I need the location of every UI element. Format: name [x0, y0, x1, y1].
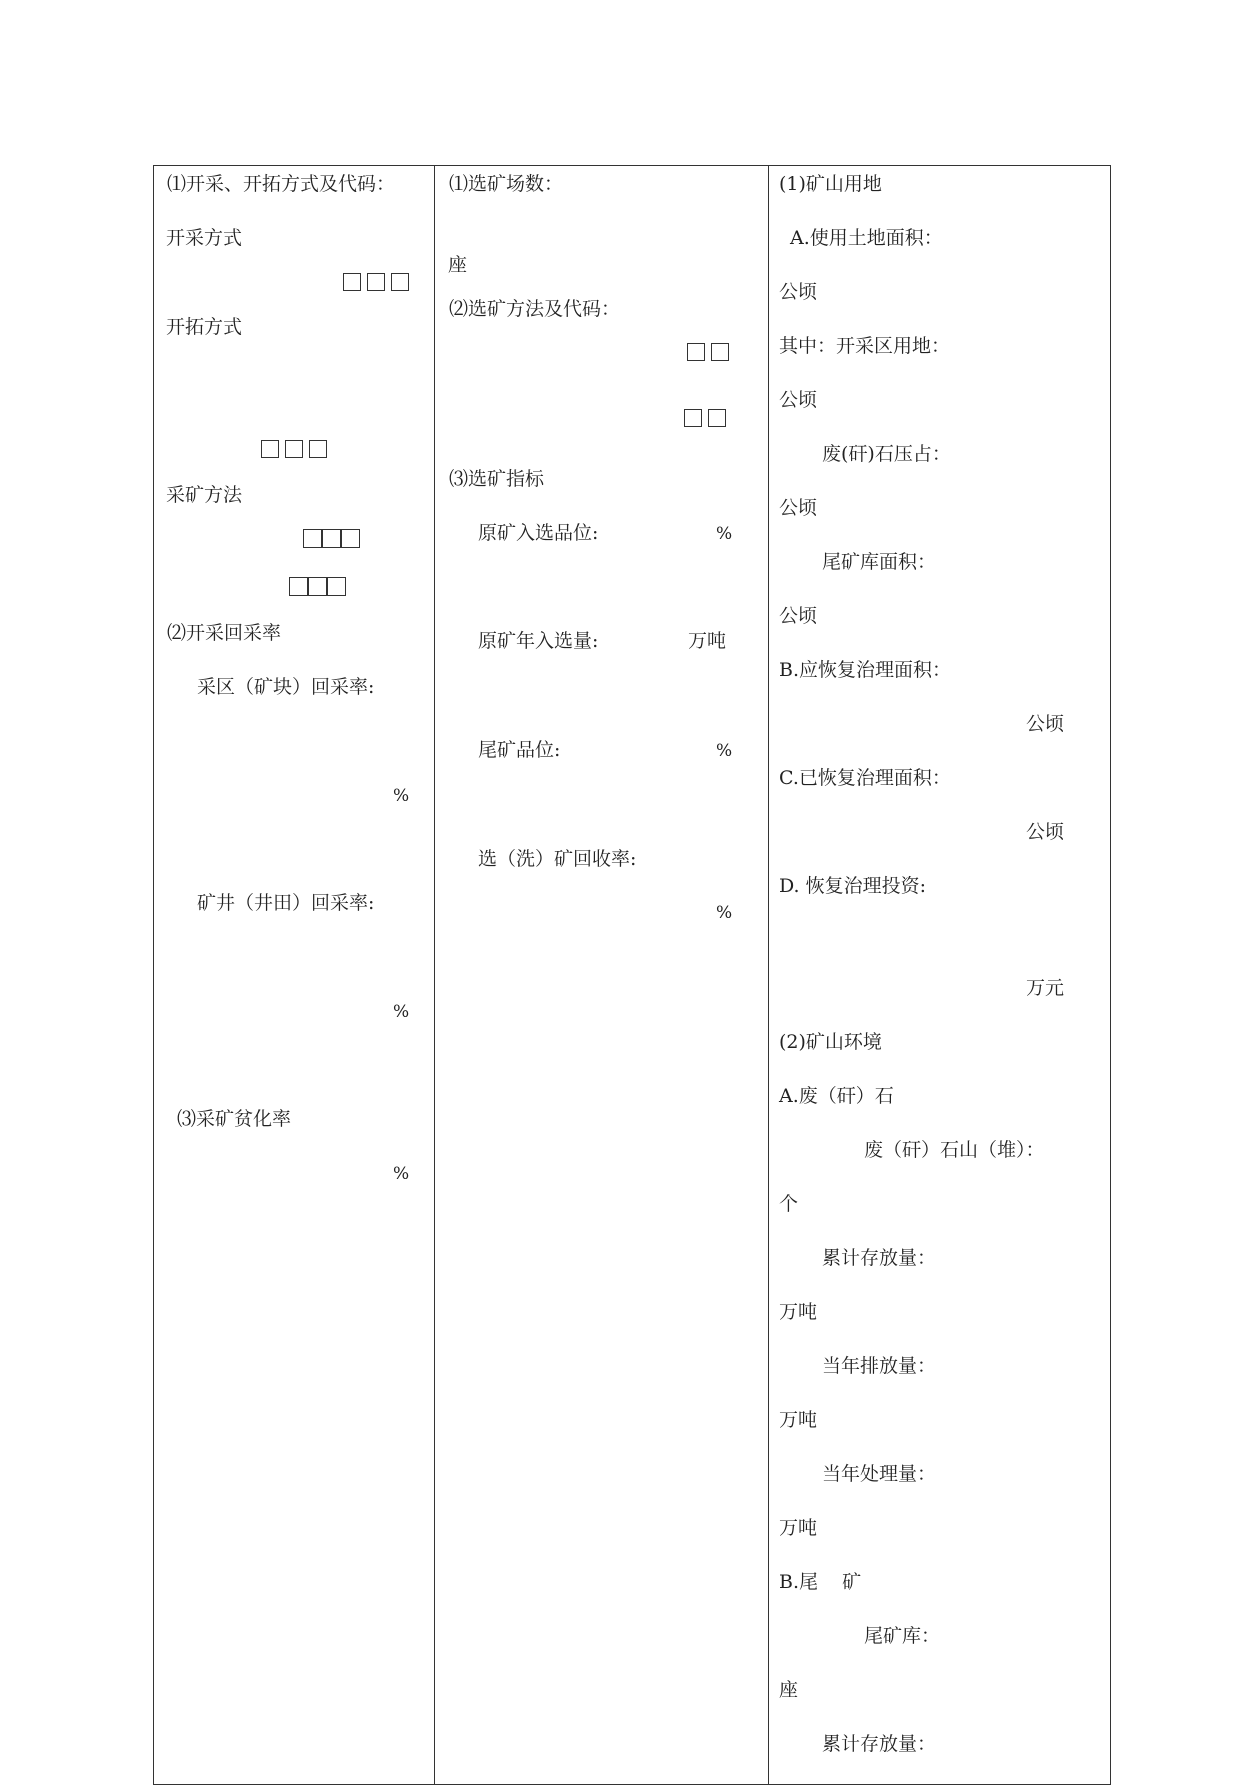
to-restore-unit: 公顷 [1026, 713, 1065, 735]
tailings-title: B.尾 矿 [779, 1571, 862, 1593]
restore-invest-label: D. 恢复治理投资: [779, 875, 927, 897]
plant-count-title: ⑴选矿场数： [449, 173, 564, 195]
waste-emit-label: 当年排放量： [822, 1355, 937, 1377]
tailings-pond-area-label: 尾矿库面积： [822, 551, 937, 573]
tailings-grade-unit: % [716, 741, 733, 761]
tailings-grade-label: 尾矿品位: [478, 739, 561, 761]
waste-treat-label: 当年处理量： [822, 1463, 937, 1485]
to-restore-label: B.应恢复治理面积： [779, 659, 952, 681]
block-recovery-unit: % [393, 786, 410, 806]
dilution-title: ⑶采矿贫化率 [177, 1108, 292, 1130]
report-form-table [153, 165, 1111, 1785]
land-area-unit: 公顷 [779, 281, 818, 303]
tailings-stock-label: 累计存放量： [822, 1733, 937, 1755]
extraction-method-label: 采矿方法 [166, 484, 243, 506]
development-mode-code-boxes[interactable] [261, 440, 333, 458]
extraction-method-code-boxes-2[interactable] [289, 577, 346, 596]
column-divider-2 [768, 165, 769, 1785]
waste-stock-label: 累计存放量： [822, 1247, 937, 1269]
dressing-method-title: ⑵选矿方法及代码： [449, 298, 621, 320]
dilution-unit: % [393, 1164, 410, 1184]
dressing-recovery-label: 选（洗）矿回收率: [478, 848, 637, 870]
mine-recovery-unit: % [393, 1002, 410, 1022]
dressing-method-code-boxes-1[interactable] [687, 343, 735, 361]
annual-feed-unit: 万吨 [688, 630, 727, 652]
land-area-label: A.使用土地面积： [790, 227, 943, 249]
mine-recovery-label: 矿井（井田）回采率: [197, 892, 375, 914]
extraction-method-code-boxes-1[interactable] [303, 529, 360, 548]
dressing-recovery-unit: % [716, 903, 733, 923]
tailings-pond-area-unit: 公顷 [779, 605, 818, 627]
waste-rock-land-label: 废(矸)石压占： [822, 443, 951, 465]
plant-count-unit: 座 [448, 254, 468, 276]
restored-unit: 公顷 [1026, 821, 1065, 843]
column-divider-1 [434, 165, 435, 1785]
restore-invest-unit: 万元 [1026, 977, 1065, 999]
land-title: (1)矿山用地 [779, 173, 882, 195]
recovery-title: ⑵开采回采率 [167, 622, 282, 644]
mining-method-title: ⑴开采、开拓方式及代码： [167, 173, 396, 195]
waste-rock-land-unit: 公顷 [779, 497, 818, 519]
waste-rock-title: A.废（矸）石 [779, 1085, 894, 1107]
waste-treat-unit: 万吨 [779, 1517, 818, 1539]
mining-area-label: 其中：开采区用地： [779, 335, 951, 357]
feed-grade-unit: % [716, 524, 733, 544]
restored-label: C.已恢复治理面积： [779, 767, 951, 789]
mining-mode-code-boxes[interactable] [343, 273, 415, 291]
annual-feed-label: 原矿年入选量: [478, 630, 599, 652]
env-title: (2)矿山环境 [779, 1031, 882, 1053]
tailings-pond-unit: 座 [779, 1679, 799, 1701]
mining-area-unit: 公顷 [779, 389, 818, 411]
dressing-indicators-title: ⑶选矿指标 [449, 468, 545, 490]
block-recovery-label: 采区（矿块）回采率: [197, 676, 375, 698]
waste-heap-unit: 个 [779, 1193, 799, 1215]
tailings-pond-label: 尾矿库： [864, 1625, 941, 1647]
waste-heap-label: 废（矸）石山（堆）： [864, 1139, 1045, 1161]
waste-stock-unit: 万吨 [779, 1301, 818, 1323]
development-mode-label: 开拓方式 [166, 316, 243, 338]
feed-grade-label: 原矿入选品位: [478, 522, 599, 544]
waste-emit-unit: 万吨 [779, 1409, 818, 1431]
dressing-method-code-boxes-2[interactable] [684, 409, 732, 427]
mining-mode-label: 开采方式 [166, 227, 243, 249]
